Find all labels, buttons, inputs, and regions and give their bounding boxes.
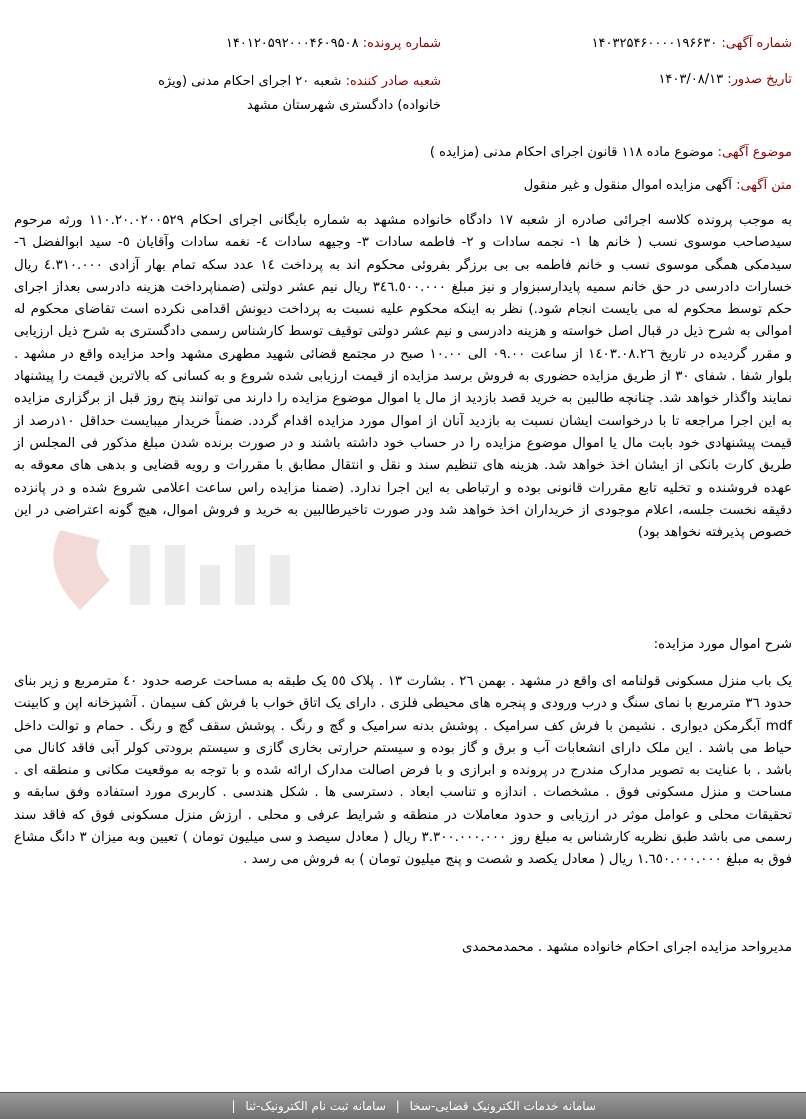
issuer-value: شعبه ۲۰ اجرای احکام مدنی (ویژه خانواده) دادگستری شهرستان مشهد bbox=[158, 74, 441, 113]
issue-date-value: ۱۴۰۳/۰۸/۱۳ bbox=[658, 72, 724, 87]
case-number-label: شماره پرونده: bbox=[362, 36, 441, 51]
issuer-label: شعبه صادر کننده: bbox=[345, 74, 441, 89]
ad-number-label: شماره آگهی: bbox=[721, 36, 792, 51]
issuer-row bbox=[149, 70, 441, 118]
ad-number-row bbox=[592, 34, 792, 54]
text-title-label: متن آگهی: bbox=[736, 178, 792, 193]
footer-bar bbox=[0, 1092, 806, 1119]
footer-link-sana[interactable]: سامانه ثبت نام الکترونیک-ثنا bbox=[245, 1099, 386, 1113]
footer-separator-end: | bbox=[231, 1099, 236, 1113]
main-paragraph: به موجب پرونده کلاسه اجرائی صادره از شعبه ۱۷ دادگاه خانواده مشهد به شماره بایگانی اجرای احکام ۱۱۰.۲۰.۰۲۰۰۵۲۹ ورثه مرحوم سیدصاحب موسوی نسب ( خانم ها ۱- نجمه سادات و ۲- فاطمه سادات ۳- وجیهه سادات ٤- نغمه سادات وآقایان ٥- سید ابوالفضل ٦- سیدمکی همگی موسوی نسب و خانم فاطمه بی بی برزگر بفروئی محکوم اند به پرداخت ١٤ عدد سکه تمام بهار آزادی ٤.٣١٠.٠٠٠ ریال خسارات دادرسی در حق خانم سمیه پایدارسبزوار و نیز مبلغ ٣٤٦.٥٠٠.٠٠٠ ریال نیم عشر دولتی (ضمناپرداخت هزینه دادرسی بعداز اجرای حکم توسط محکوم له می بایست انجام شود.) نظر به اینکه محکوم علیه نسبت به پرداخت دیونش اقدامی نکرده است تقاضای محکوم له اموالی به شرح ذیل در قبال اصل خواسته و هزینه دادرسی و نیم عشر دولتی توقیف توسط کارشناس رسمی دادگستری به شرح ذیل ارزیابی و مقرر گردیده در تاریخ ١٤٠٣.٠٨.٢٦ از ساعت ٠٩.٠٠ الی ١٠.٠٠ صبح در مجتمع قضائی شهید مطهری مشهد واحد مزایده واقع در مشهد . بلوار شفا . شفای ۳۰ از طریق مزایده حضوری به فروش برسد مزایده از قیمت ارزیابی شده شروع و به کسانی که بالاترین قیمت را پیشنهاد نمایند واگذار خواهد شد. چنانچه طالبین به خرید قصد بازدید از مال یا اموال موضوع مزایده را دارند می توانند پنج روز قبل از برگزاری مزایده به این اجرا مراجعه تا با درخواست ایشان نسبت به بازدید آنان از اموال مورد مزایده اقدام گردد. ضمناً خریدار میبایست حداقل ١٠درصد از قیمت پیشنهادی خود بابت مال یا اموال موضوع مزایده را در حساب خود داشته باشند و در صورت برنده شدن مبلغ مذکور فی المجلس از طریق کارت بانکی از ایشان اخذ خواهد شد. هزینه های تنظیم سند و نقل و انتقال مطابق با مقررات و رویه قضایی و بدهی های معوقه به عهده فروشنده و تخلیه تابع مقررات قانونی بوده و ارتباطی به این اجرا ندارد. (ضمنا مزایده راس ساعت اعلامی شروع شده و در پانزده دقیقه نخست جلسه، اعلام موجودی از خریداران اخذ خواهد شد ودر صورت تاخیرطالبین به خرید و فروش اموال، هیچ گونه اعتراضی در این خصوص پذیرفته نخواهد بود) bbox=[14, 213, 793, 541]
issue-date-label: تاریخ صدور: bbox=[727, 72, 792, 87]
footer-link-sakha[interactable]: سامانه خدمات الکترونیک قضایی-سخا bbox=[409, 1099, 596, 1113]
subject-value: موضوع ماده ۱۱۸ قانون اجرای احکام مدنی (مزایده ) bbox=[429, 145, 714, 160]
case-number-row bbox=[226, 34, 441, 54]
description-paragraph: یک باب منزل مسکونی قولنامه ای واقع در مشهد . بهمن ٢٦ . بشارت ١٣ . پلاک ٥٥ یک طبقه به مساحت عرصه حدود ٤٠ مترمربع و زیر بنای حدود ٣٦ مترمربع با نمای سنگ و درب ورودی و پنجره های محیطی فلزی . دارای یک اتاق خواب با فرش کف سیمان . آشپزخانه اپن و کابینت mdf آبگرمکن دیواری . نشیمن با فرش کف سرامیک . پوشش بدنه سرامیک و گچ و رنگ . پوشش سقف گچ و رنگ . حمام و توالت داخل حیاط می باشد . این ملک دارای انشعابات آب و برق و گاز بوده و سیستم حرارتی بخاری گازی و سیستم برودتی کولر آبی فاقد کانال می باشد . با عنایت به تصویر مدارک مندرج در پرونده و ابرازی و با فرض اصالت مدارک ارائه شده و با توجه به موقعیت مکانی و منطقه ای . مساحت و منزل مسکونی فوق . مشخصات . اندازه و تناسب ابعاد . دسترسی ها . شکل هندسی . کاربری مورد استفاده وفق سابقه و تحقیقات محلی و عوامل موثر در ارزیابی و حدود معاملات در منطقه و شرایط عرفی و محلی . ارزش منزل مسکونی فوق که فاقد سند رسمی می باشد طبق نظریه کارشناس به مبلغ روز ٣.٣٠٠.٠٠٠.٠٠٠ ریال ( معادل سیصد و سی میلیون تومان ) تعیین وبه میزان ٣ دانگ مشاع فوق به مبلغ ١.٦٥٠.٠٠٠.٠٠٠ ریال ( معادل یکصد و شصت و پنج میلیون تومان ) به فروش می رسد . bbox=[14, 674, 793, 868]
issue-date-row bbox=[658, 70, 792, 90]
subject-label: موضوع آگهی: bbox=[717, 145, 792, 160]
signature: مدیرواحد مزایده اجرای احکام خانواده مشهد . محمدمحمدی bbox=[462, 940, 792, 955]
subject-row bbox=[430, 143, 792, 163]
text-title-value: آگهی مزایده اموال منقول و غیر منقول bbox=[523, 178, 732, 193]
footer-separator: | bbox=[395, 1099, 400, 1113]
description-title: شرح اموال مورد مزایده: bbox=[653, 637, 792, 652]
ad-number-value: ۱۴۰۳۲۵۴۶۰۰۰۰۱۹۶۶۳۰ bbox=[591, 36, 718, 51]
case-number-value: ۱۴۰۱۲۰۵۹۲۰۰۰۴۶۰۹۵۰۸ bbox=[225, 36, 359, 51]
text-title-row bbox=[524, 176, 792, 196]
